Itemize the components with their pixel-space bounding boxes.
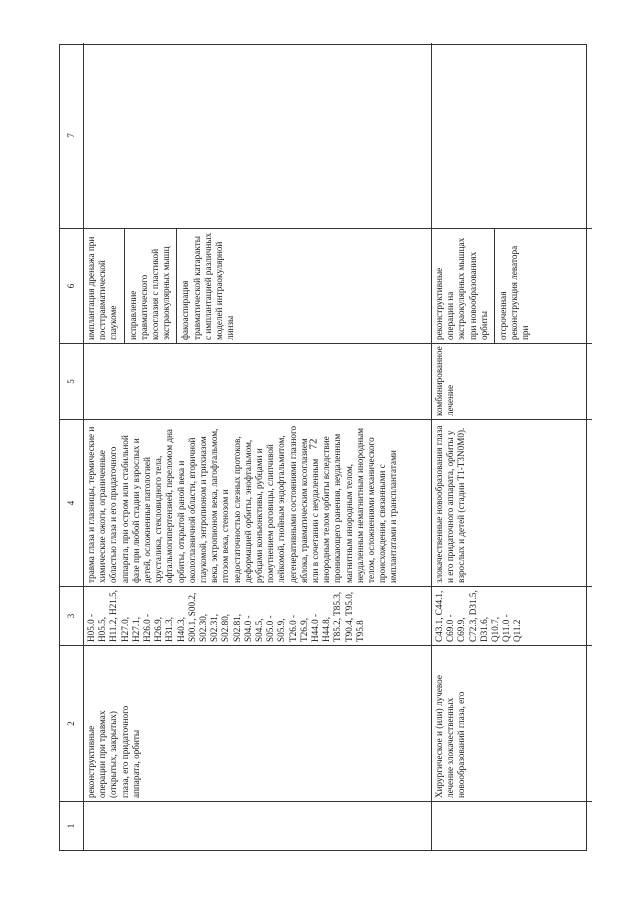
medical-care-table <box>59 44 587 851</box>
header-cell: 5 <box>60 343 83 419</box>
procedure-name-cell: Хирургическое и (или) лучевое лечение злокачественных новообразований глаза, его <box>432 645 592 801</box>
table-row <box>84 43 432 850</box>
header-cell: 3 <box>60 586 83 645</box>
table-row <box>432 43 592 850</box>
patient-model-cell: злокачественные новообразования глаза и его придаточного аппарата, орбиты у взрослых и детей (стадии T1-T3N0M0). <box>432 419 592 586</box>
method-item: факоаспирация травматической катаракты с имплантацией различных моделей интраокулярной линзы <box>180 232 236 340</box>
treatment-type-cell: комбинированное лечение <box>432 343 592 419</box>
icd-codes-cell: C43.1, C44.1, C69.0 - C69.9, C72.3, D31.5, D31.6, Q10.7, Q11.0 - Q11.2 <box>432 586 592 645</box>
header-cell: 4 <box>60 419 83 586</box>
header-cell: 7 <box>66 133 76 138</box>
treatment-type-cell <box>84 343 431 419</box>
method-item: исправление травматического косоглазия с пластикой экстраокулярных мышц <box>128 229 178 343</box>
row-number-cell <box>432 801 592 850</box>
cost-cell <box>432 43 592 228</box>
treatment-methods-cell <box>84 228 431 343</box>
treatment-methods-cell <box>432 228 592 343</box>
method-item: реконструктивные операции на экстраокулярных мышцах при новообразованиях орбиты <box>434 229 495 343</box>
icd-codes-cell: H05.0 - H05.5, H11.2, H21.5, H27.0, H27.1, H26.0 - H26.9, H31.3, H40.3, S00.1, S00.2, S02.30, S02.31, S02.80, S02.81, S04.0 - S04.5, S05.0 - S05.9, T26.0 - T26.9, H44.0 - H44.8, T85.2, T85.3, T90.4, T95.0, T95.8 <box>84 586 431 645</box>
patient-model-cell: травма глаза и глазницы, термические и химические ожоги, ограниченные областью глаза и его придаточного аппарата, при остром или стабильной фазе при любой стадии у взрослых и детей, осложненные патологией хрусталика, стекловидного тела, офтальмогипертензией, переломом дна орбиты, открытой раной века и окологлазничной области, вторичной глаукомой, энтропионом и трихиазом века, эктропионом века, лагофтальмом, птозом века, стенозом и недостаточностью слезных протоков, деформацией орбиты, энофтальмом, рубцами конъюнктивы, рубцами и помутнением роговицы, слипчивой лейкомой, гнойным эндофтальмитом, дегенеративными состояниями глазного яблока, травматическим косоглазием или в сочетании с неудаленным инородным телом орбиты вследствие проникающего ранения, неудаленным магнитным инородным телом, неудаленным немагнитным инородным телом, осложнениями механического происхождения, связанными с имплантатами и трансплантатами <box>84 419 431 586</box>
cost-cell <box>84 43 431 228</box>
method-item: имплантация дренажа при посттравматической глаукоме <box>86 229 125 343</box>
page-number: 72 <box>307 438 320 450</box>
procedure-name-cell: реконструктивные операции при травмах (открытых, закрытых) глаза, его придаточного аппарата, орбиты <box>84 645 431 801</box>
header-row <box>60 43 84 850</box>
method-item: отсроченная реконструкция леватора при <box>498 245 531 340</box>
row-number-cell <box>84 801 431 850</box>
header-cell: 2 <box>60 645 83 801</box>
header-cell: 1 <box>60 801 83 850</box>
header-cell: 6 <box>60 228 83 343</box>
